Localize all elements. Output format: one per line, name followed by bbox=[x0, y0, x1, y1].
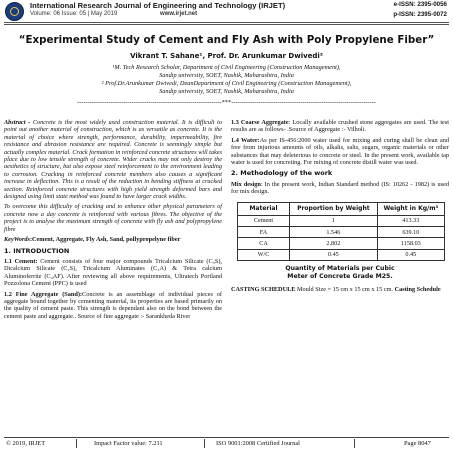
fine-aggregate-paragraph bbox=[4, 291, 222, 321]
cement-text: Cement consists of four major compounds Tricalcium Silicate (C₃S), Dicalcium Silicate (C₂S), Tricalcium Aluminates (C₃A) & Tetra calcium Aluminoferrite (C₄AF). After reviewing all above requirements, Ultratech Portland Pozzolona Cement (PPC) is used bbox=[4, 257, 222, 288]
irjet-logo bbox=[5, 2, 24, 21]
keywords-text: :Cement, Aggregate, Fly Ash, Sand, pollypropelyne fiber bbox=[29, 236, 181, 244]
table-row bbox=[238, 249, 445, 260]
affiliation-line: ² Prof.Dr.Arunkumar Dwivedi, DeanDepartment of Civil Engineering (Construction Management), bbox=[101, 80, 352, 87]
mix-design-paragraph bbox=[231, 181, 449, 196]
mix-design-text: : In the present work, Indian Standard method (IS: 10262 - 1982) is used for mix design. bbox=[231, 180, 449, 196]
left-column bbox=[4, 119, 222, 323]
table-header: Weight in Kg/m³ bbox=[377, 202, 444, 215]
mix-proportion-table bbox=[237, 202, 445, 262]
journal-name: International Research Journal of Engineering and Technology (IRJET) bbox=[30, 1, 286, 10]
casting-schedule-label: CASTING SCHEDULE bbox=[231, 286, 296, 294]
footer-copyright: © 2019, IRJET bbox=[6, 440, 46, 447]
table-caption bbox=[231, 265, 449, 280]
footer-separator bbox=[204, 439, 205, 448]
coarse-aggregate-paragraph bbox=[231, 119, 449, 134]
affiliation-line: ¹M. Tech Research Scholar, Department of Civil Engineering (Construction Management), bbox=[112, 64, 341, 71]
cement-paragraph bbox=[4, 258, 222, 288]
table-cell: 2.802 bbox=[290, 238, 378, 249]
table-cell: 0.45 bbox=[377, 249, 444, 260]
right-column bbox=[231, 119, 449, 297]
mix-design-label: Mix design bbox=[231, 180, 261, 188]
journal-website[interactable]: www.irjet.net bbox=[160, 11, 198, 17]
coarse-aggregate-label: 1.3 Coarse Aggregate bbox=[231, 119, 289, 126]
abstract-label: Abstract - bbox=[4, 119, 31, 126]
affiliation-line: Sandip university, SOET, Nashik, Maharashtra, India bbox=[159, 88, 294, 95]
footer-separator bbox=[354, 439, 355, 448]
table-header-row bbox=[238, 202, 445, 215]
keywords bbox=[4, 236, 222, 243]
fine-aggregate-label: 1.2 Fine Aggregate (Sand): bbox=[4, 290, 83, 298]
table-row bbox=[238, 215, 445, 226]
journal-meta bbox=[30, 11, 198, 17]
water-text: As per IS-456:2000 water used for mixing and curing shall be clean and free from injurious amounts of oils, alkalis, salts, sugars, organic materials or other substances that may deleterious to concrete or steel. In the present work, available tap water is used for concreting. For mixing of concrete distill water was used. bbox=[231, 136, 449, 167]
methodology-heading: 2. Methodology of the work bbox=[231, 169, 333, 178]
page-footer bbox=[4, 437, 449, 449]
abstract-text: Concrete is the most widely used construction material. It is difficult to point out another material of construction, which is as versatile as concrete. It is the material of choice where strength, performance, durability, impermeability, fire resistance and abrasion resistance are required. Concrete is seemingly simple but actually complex material. Crack formation in reinforced concrete structures will takes place due to low tensile strength of concrete. Wider cracks may not only destroy the aesthetics of structure, but also expose steel reinforcement to the environment leading to corrosion. Cracking in reinforced concrete members also causes a significant increase in deflection. This is a result of the reduction in bending stiffness at cracked section. Reinforced concrete structures with high yield strength deformed bars and designed using limit state method was found to have larger crack widths. bbox=[4, 119, 222, 201]
header-rule bbox=[4, 22, 449, 23]
paper-title: “Experimental Study of Cement and Fly Ash with Poly Propylene Fiber” bbox=[18, 34, 435, 46]
footer-impact-factor: Impact Factor value: 7.211 bbox=[94, 440, 163, 447]
table-cell: 1 bbox=[290, 215, 378, 226]
abstract bbox=[4, 119, 222, 200]
water-label: 1.4 Water: bbox=[231, 136, 260, 144]
paper-authors: Vikrant T. Sahane¹, Prof. Dr. Arunkumar Dwivedi² bbox=[130, 52, 323, 60]
table-cell: 0.45 bbox=[290, 249, 378, 260]
header-rule-2 bbox=[4, 24, 449, 25]
table-cell: 1158.03 bbox=[377, 238, 444, 249]
p-issn: p-ISSN: 2395-0072 bbox=[393, 11, 447, 18]
footer-separator bbox=[76, 439, 77, 448]
table-cell: 1.546 bbox=[290, 227, 378, 238]
table-caption-line: Quantity of Materials per Cubic bbox=[285, 265, 395, 273]
fine-aggregate-text: Concrete is an assemblage of individual pieces of aggregate bound together by cementing material, its properties are based primarily on the quality of cement paste. This strength is dependant also on the bond between the cement paste and aggregate.. Source of fine aggregate :- Sarankheda River bbox=[4, 290, 223, 320]
affiliation-line: Sandip university, SOET, Nashik, Maharashtra, India bbox=[159, 72, 294, 79]
footer-page-number: Page 8047 bbox=[404, 440, 431, 447]
abstract-text-2: To overcome this difficulty of cracking and to enhance other physical parameters of concrete now a day concrete is reinforced with various fibres. The objective of the project is to analyse the maximum strength of concrete with fly ash and polypropylene fibre bbox=[4, 203, 222, 233]
introduction-heading: 1. INTRODUCTION bbox=[4, 246, 70, 255]
table-header: Material bbox=[238, 202, 290, 215]
section-divider: ---------------------------------------------------------------------***--------------------------------------------------------------------- bbox=[77, 99, 376, 106]
e-issn: e-ISSN: 2395-0056 bbox=[393, 1, 447, 8]
volume-info: Volume: 06 Issue: 05 | May 2019 bbox=[30, 11, 118, 17]
keywords-label: KeyWords bbox=[4, 236, 30, 244]
water-paragraph bbox=[231, 137, 449, 167]
table-row bbox=[238, 227, 445, 238]
table-header: Proportion by Weight bbox=[290, 202, 378, 215]
table-cell: CA bbox=[238, 238, 290, 249]
table-caption-line: Meter of Concrete Grade M25. bbox=[287, 272, 393, 280]
table-cell: W/C bbox=[238, 249, 290, 260]
journal-header bbox=[0, 0, 453, 22]
footer-certification: ISO 9001:2008 Certified Journal bbox=[216, 440, 300, 447]
coarse-aggregate-text: : Locally available crushed stone aggregates are used. The test results are as follows- .Source of Aggregate :- Vilholi. bbox=[231, 119, 449, 134]
table-cell: Cement bbox=[238, 215, 290, 226]
table-cell: 413.33 bbox=[377, 215, 444, 226]
table-cell: 639.10 bbox=[377, 227, 444, 238]
table-cell: FA bbox=[238, 227, 290, 238]
table-row bbox=[238, 238, 445, 249]
casting-schedule-tail: Casting Schedule bbox=[394, 286, 441, 294]
casting-schedule-text: Mould Size = 15 cm x 15 cm x 15 cm. bbox=[295, 286, 395, 294]
casting-schedule-paragraph bbox=[231, 286, 449, 293]
cement-label: 1.1 Cement: bbox=[4, 257, 38, 265]
